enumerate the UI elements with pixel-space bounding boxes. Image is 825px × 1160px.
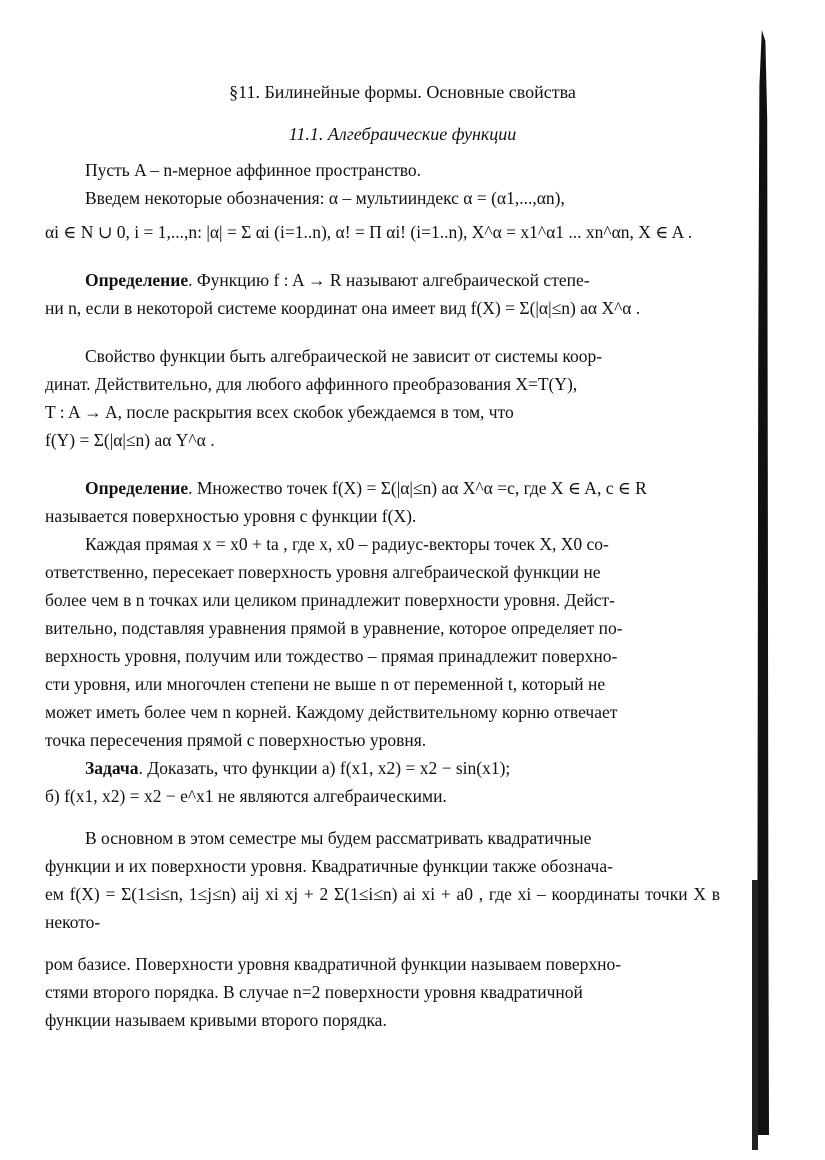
para-4-line-3: более чем в n точках или целиком принадлежит поверхности уровня. Дейст- xyxy=(45,590,615,610)
page-text xyxy=(45,78,720,1034)
para-4-line-5: верхность уровня, получим или тождество – прямая принадлежит поверхно- xyxy=(45,646,618,666)
para-5-line-1: В основном в этом семестре мы будем рассматривать квадратичные xyxy=(85,828,592,848)
para-5-line-3: ем f(X) = Σ(1≤i≤n, 1≤j≤n) aij xi xj + 2 Σ(1≤i≤n) ai xi + a0 , где xi – координаты точки X в некото- xyxy=(45,884,720,932)
para-4-line-7: может иметь более чем n корней. Каждому действительному корню отвечает xyxy=(45,702,618,722)
para-5-line-5: стями второго порядка. В случае n=2 поверхности уровня квадратичной xyxy=(45,982,583,1002)
para-4-line-1: Каждая прямая x = x0 + ta , где x, x0 – радиус-векторы точек X, X0 со- xyxy=(85,534,609,554)
para-5-line-4: ром базисе. Поверхности уровня квадратичной функции называем поверхно- xyxy=(45,954,622,974)
book-spine-shadow xyxy=(757,30,769,1135)
definition-2-label: Определение xyxy=(85,478,189,498)
definition-1-line-2: ни n, если в некоторой системе координат она имеет вид f(X) = Σ(|α|≤n) aα X^α . xyxy=(45,298,641,318)
definition-1-label: Определение xyxy=(85,270,189,290)
para-1: Пусть A – n-мерное аффинное пространство. xyxy=(85,160,422,180)
para-4-line-4: вительно, подставляя уравнения прямой в уравнение, которое определяет по- xyxy=(45,618,623,638)
para-3-line-4: f(Y) = Σ(|α|≤n) aα Y^α . xyxy=(45,430,215,450)
task-line-2: б) f(x1, x2) = x2 − e^x1 не являются алгебраическими. xyxy=(45,786,447,806)
section-title: §11. Билинейные формы. Основные свойства xyxy=(229,82,576,102)
para-4-line-6: сти уровня, или многочлен степени не выше n от переменной t, который не xyxy=(45,674,606,694)
task-label: Задача xyxy=(85,758,139,778)
para-3-line-2: динат. Действительно, для любого аффинного преобразования X=T(Y), xyxy=(45,374,578,394)
task-line-1: Задача. Доказать, что функции а) f(x1, x2) = x2 − sin(x1); xyxy=(85,758,511,778)
para-4-line-8: точка пересечения прямой с поверхностью уровня. xyxy=(45,730,427,750)
definition-2-line-2: называется поверхностью уровня c функции f(X). xyxy=(45,506,417,526)
book-spine-edge xyxy=(752,880,758,1150)
para-3-line-1: Свойство функции быть алгебраической не зависит от системы коор- xyxy=(85,346,603,366)
para-3-line-3: T : A → A, после раскрытия всех скобок убеждаемся в том, что xyxy=(45,402,514,422)
subsection-title: 11.1. Алгебраические функции xyxy=(288,124,517,144)
definition-2-line-1: Определение. Множество точек f(X) = Σ(|α|≤n) aα X^α =c, где X ∈ A, c ∈ R xyxy=(85,478,647,498)
para-5-line-2: функции и их поверхности уровня. Квадратичные функции также обознача- xyxy=(45,856,613,876)
para-2-formula: αi ∈ N ∪ 0, i = 1,...,n: |α| = Σ αi (i=1..n), α! = Π αi! (i=1..n), X^α = x1^α1 ... xn^αn, X ∈ A . xyxy=(45,222,693,242)
para-5-line-6: функции называем кривыми второго порядка. xyxy=(45,1010,387,1030)
para-2: Введем некоторые обозначения: α – мультииндекс α = (α1,...,αn), xyxy=(85,188,565,208)
para-4-line-2: ответственно, пересекает поверхность уровня алгебраической функции не xyxy=(45,562,601,582)
definition-1-line-1: Определение. Функцию f : A → R называют алгебраической степе- xyxy=(85,270,590,290)
